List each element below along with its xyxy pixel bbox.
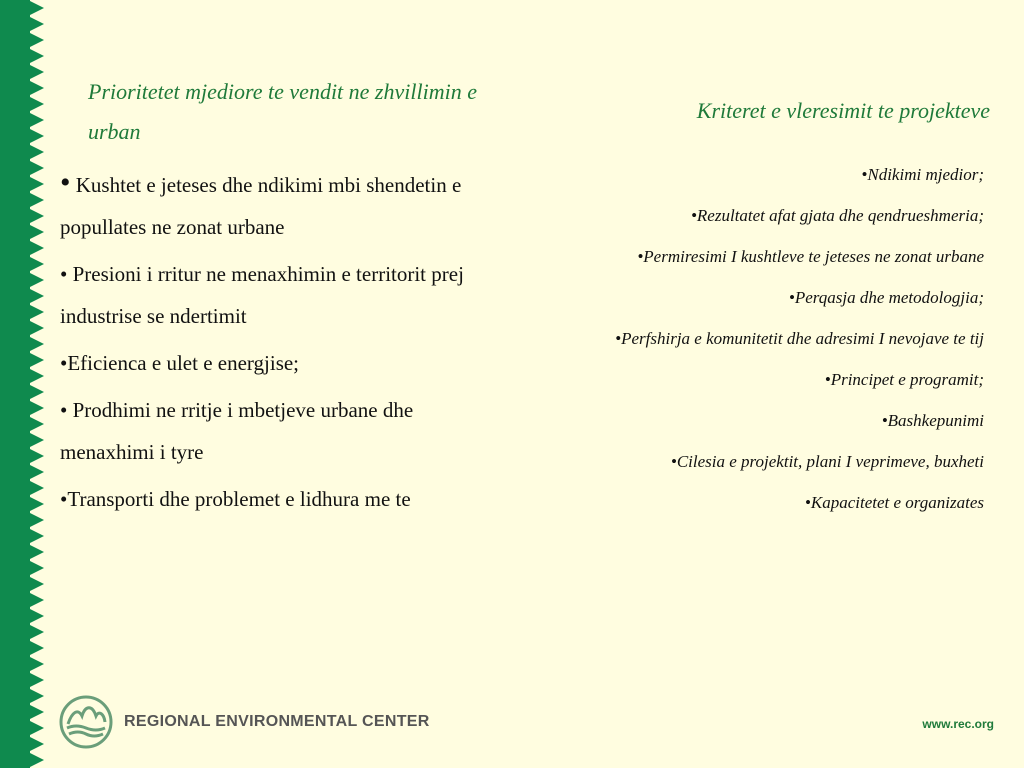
decorative-border-strip xyxy=(0,0,48,768)
rec-logo-icon xyxy=(58,694,114,750)
list-item: • Prodhimi ne rritje i mbetjeve urbane dhe menaxhimi i tyre xyxy=(60,398,414,464)
website-link[interactable]: www.rec.org xyxy=(922,717,994,731)
list-item: •Ndikimi mjedior; xyxy=(861,165,984,184)
list-item: •Principet e programit; xyxy=(824,370,984,389)
list-item: •Rezultatet afat gjata dhe qendrueshmeria; xyxy=(690,206,984,225)
right-criteria-list xyxy=(564,157,984,526)
list-item: • Kushtet e jeteses dhe ndikimi mbi shendetin e popullates ne zonat urbane xyxy=(60,166,462,239)
list-item: • Presioni i rritur ne menaxhimin e territorit prej industrise se ndertimit xyxy=(60,262,464,328)
list-item: •Permiresimi I kushtleve te jeteses ne zonat urbane xyxy=(637,247,984,266)
organization-name: REGIONAL ENVIRONMENTAL CENTER xyxy=(124,713,430,730)
list-item: •Perqasja dhe metodologjia; xyxy=(788,288,984,307)
list-item: •Cilesia e projektit, plani I veprimeve, buxheti xyxy=(670,452,984,471)
list-item: •Kapacitetet e organizates xyxy=(804,493,984,512)
left-section-title: Prioritetet mjediore te vendit ne zhvillimin e urban xyxy=(88,79,477,144)
list-item: •Perfshirja e komunitetit dhe adresimi I nevojave te tij xyxy=(615,329,984,348)
list-item: •Bashkepunimi xyxy=(881,411,984,430)
list-item: •Eficienca e ulet e energjise; xyxy=(60,351,300,375)
list-item: •Transporti dhe problemet e lidhura me te xyxy=(60,487,411,511)
left-priority-list xyxy=(60,162,488,525)
right-section-title: Kriteret e vleresimit te projekteve xyxy=(696,98,990,123)
